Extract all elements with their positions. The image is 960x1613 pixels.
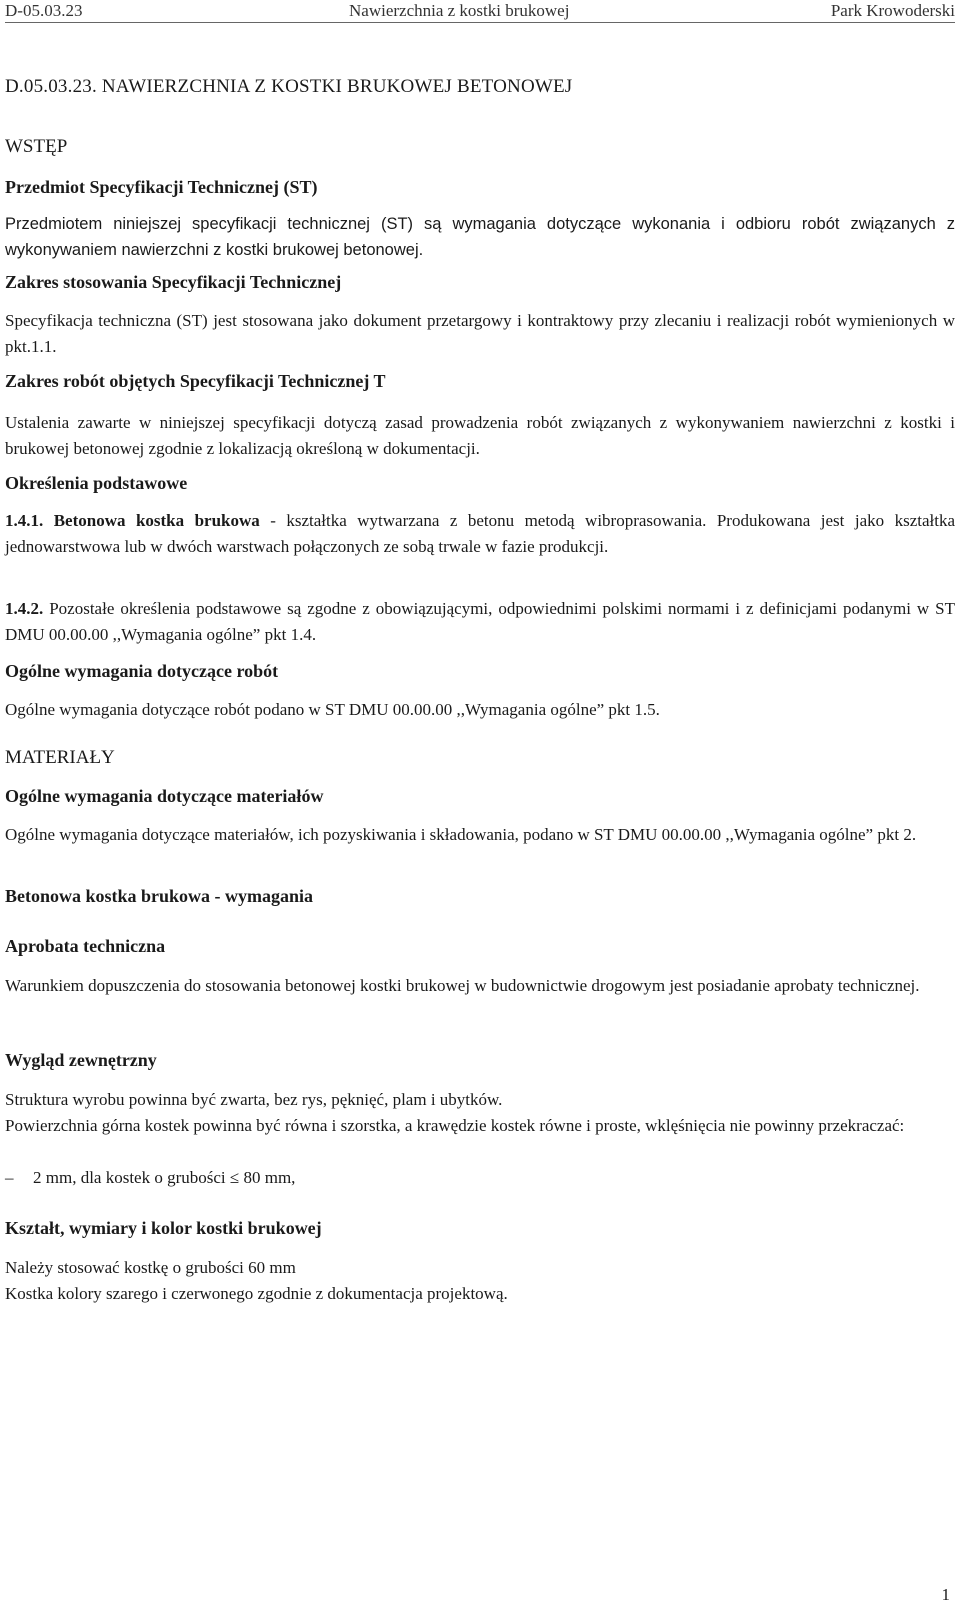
header-project: Park Krowoderski [830, 1, 955, 20]
document-title: D.05.03.23. NAWIERZCHNIA Z KOSTKI BRUKOWEJ BETONOWEJ [5, 76, 573, 97]
heading-wyglad: Wygląd zewnętrzny [5, 1050, 157, 1070]
paragraph-ksztalt-2: Kostka kolory szarego i czerwonego zgodnie z dokumentacja projektową. [5, 1284, 508, 1303]
heading-betonowa-kostka: Betonowa kostka brukowa - wymagania [5, 886, 314, 906]
definition-2-number: 1.4.2. [5, 599, 44, 618]
paragraph-ksztalt-1: Należy stosować kostkę o grubości 60 mm [5, 1258, 296, 1277]
paragraph-ogolne-robot: Ogólne wymagania dotyczące robót podano w ST DMU 00.00.00 ,,Wymagania ogólne” pkt 1.5. [5, 700, 660, 719]
list-item [5, 1165, 955, 1191]
heading-przedmiot: Przedmiot Specyfikacji Technicznej (ST) [5, 177, 318, 197]
header-title: Nawierzchnia z kostki brukowej [349, 1, 570, 20]
section-materialy: MATERIAŁY [5, 747, 115, 768]
heading-okreslenia: Określenia podstawowe [5, 473, 188, 493]
definition-2 [5, 596, 955, 648]
page-number: 1 [941, 1585, 950, 1604]
paragraph-wyglad-2: Powierzchnia górna kostek powinna być równa i szorstka, a krawędzie kostek równe i proste, wklęśnięcia nie powinny przekraczać: [5, 1116, 905, 1135]
heading-ogolne-materialow: Ogólne wymagania dotyczące materiałów [5, 786, 324, 806]
paragraph-wyglad-1: Struktura wyrobu powinna być zwarta, bez rys, pęknięć, plam i ubytków. [5, 1090, 503, 1109]
list-item-text: 2 mm, dla kostek o grubości ≤ 80 mm, [33, 1168, 296, 1187]
heading-ksztalt: Kształt, wymiary i kolor kostki brukowej [5, 1218, 322, 1238]
paragraph-aprobata: Warunkiem dopuszczenia do stosowania betonowej kostki brukowej w budownictwie drogowym jest posiadanie aprobaty technicznej. [5, 976, 920, 995]
page-header [5, 0, 955, 23]
heading-zakres-robot: Zakres robót objętych Specyfikacji Technicznej T [5, 371, 386, 391]
definition-1-text: - kształtka wytwarzana z betonu metodą wibroprasowania. Produkowana jest jako kształtka jednowarstwowa lub w dwóch warstwach połączonych ze sobą trwale w fazie produkcji. [5, 511, 956, 556]
definition-1-term: Betonowa kostka brukowa [53, 511, 260, 530]
definition-1-number: 1.4.1. [5, 511, 44, 530]
paragraph-przedmiot: Przedmiotem niniejszej specyfikacji technicznej (ST) są wymagania dotyczące wykonania i odbioru robót związanych z wykonywaniem nawierzchni z kostki brukowej betonowej. [5, 215, 955, 259]
definition-1 [5, 508, 955, 560]
header-code: D-05.03.23 [5, 1, 83, 20]
paragraph-zakres-robot: Ustalenia zawarte w niniejszej specyfikacji dotyczą zasad prowadzenia robót związanych z wykonywaniem nawierzchni z kostki i brukowej betonowej zgodnie z lokalizacją określoną w dokumentacji. [5, 413, 955, 458]
section-wstep: WSTĘP [5, 136, 68, 157]
paragraph-zakres-stosowania: Specyfikacja techniczna (ST) jest stosowana jako dokument przetargowy i kontraktowy przy zlecaniu i realizacji robót wymienionych w pkt.1.1. [5, 311, 955, 356]
definition-2-text: Pozostałe określenia podstawowe są zgodne z obowiązującymi, odpowiednimi polskimi normami i z definicjami podanymi w ST DMU 00.00.00 ,,Wymagania ogólne” pkt 1.4. [5, 599, 955, 644]
heading-aprobata: Aprobata techniczna [5, 936, 166, 956]
heading-zakres-stosowania: Zakres stosowania Specyfikacji Technicznej [5, 272, 342, 292]
heading-ogolne-robot: Ogólne wymagania dotyczące robót [5, 661, 279, 681]
dash-bullet: – [5, 1168, 14, 1187]
paragraph-ogolne-materialow: Ogólne wymagania dotyczące materiałów, ich pozyskiwania i składowania, podano w ST DMU 00.00.00 ,,Wymagania ogólne” pkt 2. [5, 825, 917, 844]
